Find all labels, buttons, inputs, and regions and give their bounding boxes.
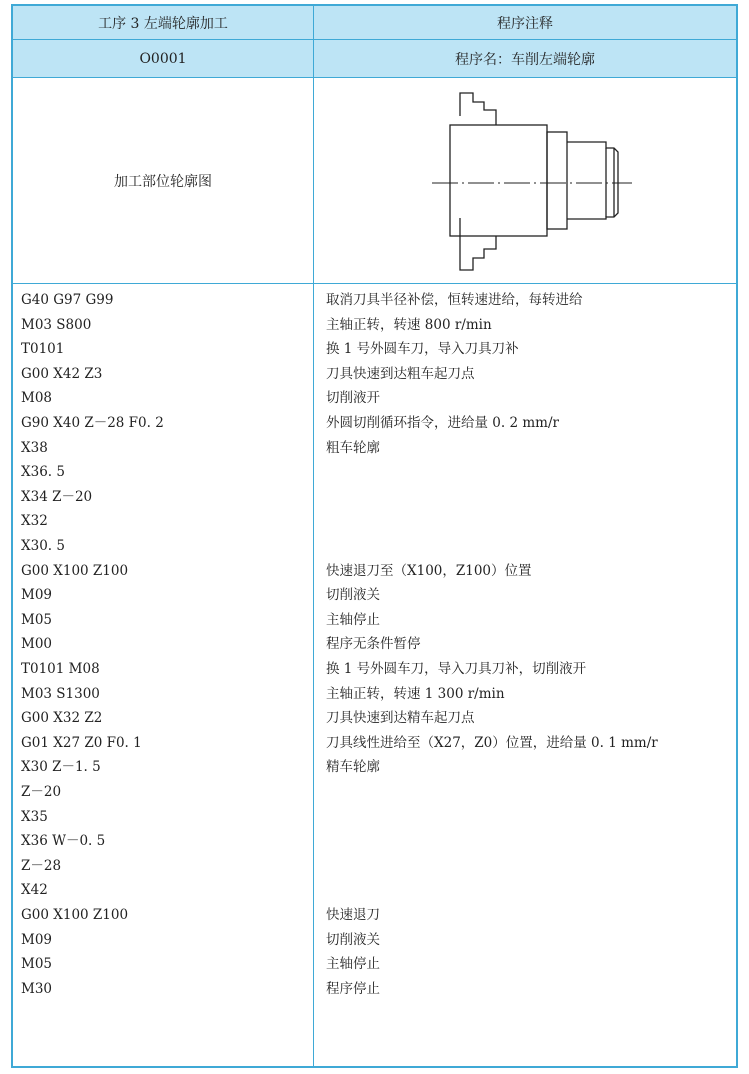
code-line: G00 X100 Z100 bbox=[21, 562, 129, 579]
code-line: G40 G97 G99 bbox=[21, 292, 114, 308]
header-step-title: 工序 3 左端轮廓加工 bbox=[98, 15, 228, 32]
code-line: X34 Z－20 bbox=[21, 488, 93, 505]
code-comment: 外圆切削循环指令，进给量 0. 2 mm/r bbox=[326, 415, 559, 431]
program-name-row bbox=[13, 40, 736, 78]
code-line: T0101 M08 bbox=[21, 661, 100, 677]
code-line: M09 bbox=[21, 587, 53, 604]
code-line: G00 X42 Z3 bbox=[21, 365, 103, 382]
part-body-large bbox=[450, 125, 547, 236]
code-comment: 切削液关 bbox=[326, 931, 380, 948]
code-line: T0101 bbox=[21, 341, 65, 358]
code-line: X36. 5 bbox=[21, 464, 65, 481]
code-comment: 取消刀具半径补偿，恒转速进给，每转进给 bbox=[326, 292, 583, 308]
column-divider bbox=[313, 6, 314, 1066]
code-comment: 主轴正转，转速 1 300 r/min bbox=[326, 685, 505, 702]
part-step bbox=[547, 132, 567, 229]
code-line: Z－28 bbox=[21, 857, 62, 874]
code-line: M05 bbox=[21, 956, 53, 973]
code-line: M03 S1300 bbox=[21, 685, 100, 702]
code-line: Z－20 bbox=[21, 784, 62, 800]
code-line: X30. 5 bbox=[21, 538, 65, 554]
code-line: M03 S800 bbox=[21, 316, 92, 333]
code-comment: 快速退刀至（X100，Z100）位置 bbox=[326, 562, 532, 579]
code-line: G00 X100 Z100 bbox=[21, 907, 129, 923]
code-line: G01 X27 Z0 F0. 1 bbox=[21, 734, 142, 751]
code-line: X32 bbox=[21, 513, 48, 530]
code-line: G00 X32 Z2 bbox=[21, 710, 103, 727]
code-comment: 主轴正转，转速 800 r/min bbox=[326, 316, 492, 333]
code-comment: 切削液关 bbox=[326, 587, 380, 604]
header-comment-title: 程序注释 bbox=[497, 15, 553, 32]
code-line: X36 W－0. 5 bbox=[21, 833, 106, 850]
part-profile-svg bbox=[314, 78, 738, 283]
code-comment: 切削液开 bbox=[326, 390, 380, 407]
code-comment: 刀具快速到达精车起刀点 bbox=[326, 710, 475, 727]
code-comment: 换 1 号外圆车刀，导入刀具刀补，切削液开 bbox=[326, 661, 587, 677]
code-comment: 快速退刀 bbox=[326, 907, 380, 923]
code-comment: 主轴停止 bbox=[326, 956, 380, 973]
chuck-jaw-top bbox=[460, 93, 496, 125]
code-line: X38 bbox=[21, 439, 48, 456]
code-line: M00 bbox=[21, 636, 53, 653]
code-line: X42 bbox=[21, 882, 48, 899]
code-line: M05 bbox=[21, 611, 53, 628]
code-comment: 粗车轮廓 bbox=[326, 439, 380, 456]
code-line: M09 bbox=[21, 931, 53, 948]
part-small-diameter bbox=[567, 142, 618, 219]
code-comment: 程序无条件暂停 bbox=[326, 636, 421, 653]
code-line: M30 bbox=[21, 980, 53, 997]
table-header-row bbox=[13, 6, 736, 40]
code-line: M08 bbox=[21, 390, 53, 407]
code-line: X30 Z－1. 5 bbox=[21, 759, 101, 776]
code-comment: 主轴停止 bbox=[326, 611, 380, 628]
figure-label: 加工部位轮廓图 bbox=[114, 173, 212, 190]
code-line: G90 X40 Z－28 F0. 2 bbox=[21, 415, 164, 431]
part-profile-drawing bbox=[314, 78, 736, 283]
figure-row bbox=[13, 78, 736, 284]
program-name-note: 程序名：车削左端轮廓 bbox=[455, 51, 595, 68]
code-line: X35 bbox=[21, 808, 48, 825]
code-comment: 程序停止 bbox=[326, 980, 380, 997]
program-number: O0001 bbox=[139, 50, 187, 67]
code-comment: 刀具线性进给至（X27，Z0）位置，进给量 0. 1 mm/r bbox=[326, 734, 658, 751]
code-comment: 换 1 号外圆车刀，导入刀具刀补 bbox=[326, 341, 519, 358]
chuck-jaw-bottom bbox=[460, 218, 496, 270]
code-comment: 精车轮廓 bbox=[326, 759, 380, 776]
code-comment: 刀具快速到达粗车起刀点 bbox=[326, 365, 475, 382]
